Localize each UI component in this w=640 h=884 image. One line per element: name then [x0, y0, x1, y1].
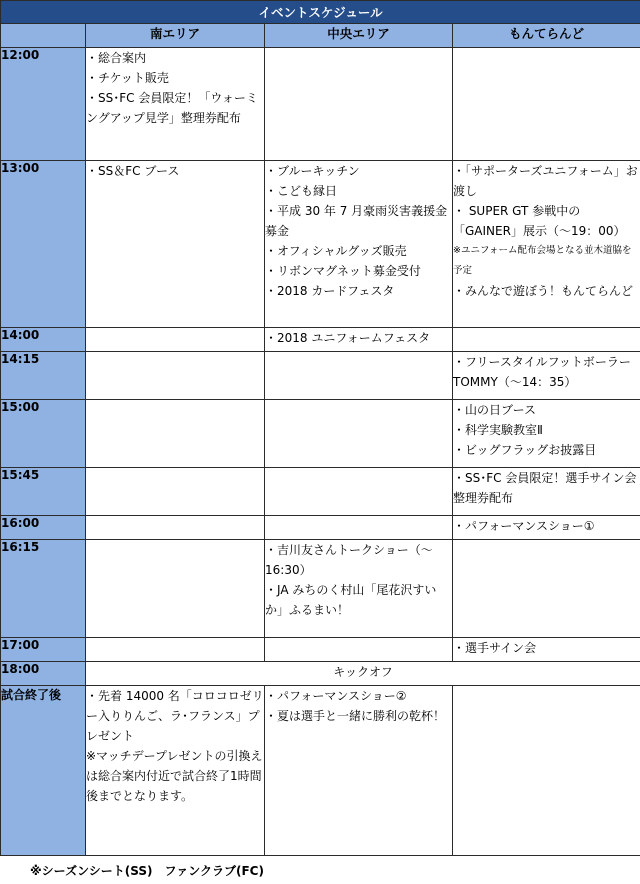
central-cell: [265, 161, 453, 328]
time-cell: 17:00: [1, 638, 86, 662]
kickoff-cell: キックオフ: [86, 662, 640, 686]
list-item: ・ブルーキッチン: [265, 164, 360, 178]
time-cell: 13:00: [1, 161, 86, 328]
monte-cell: [453, 48, 640, 161]
list-item: ・JA みちのく村山「尾花沢すいか」ふるまい！: [265, 583, 437, 617]
table-row: [1, 540, 640, 638]
list-item: ・科学実験教室Ⅱ: [453, 423, 543, 437]
time-cell: 14:15: [1, 352, 86, 400]
list-item: ・夏は選手と一緒に勝利の乾杯！: [265, 709, 446, 723]
footnote: ※シーズンシート(SS) ファンクラブ(FC): [30, 864, 264, 878]
monte-cell: [453, 161, 640, 328]
monte-cell: [453, 638, 640, 662]
header-central-area: 中央エリア: [265, 24, 453, 48]
south-cell: [86, 48, 265, 161]
south-cell: [86, 468, 265, 516]
monte-cell: [453, 328, 640, 352]
monte-cell: [453, 352, 640, 400]
south-cell: [86, 328, 265, 352]
list-item: ・こども縁日: [265, 184, 338, 198]
central-cell: [265, 328, 453, 352]
monte-cell: [453, 468, 640, 516]
table-row: [1, 161, 640, 328]
list-item: ・2018 カードフェスタ: [265, 284, 395, 298]
monte-cell: [453, 516, 640, 540]
time-cell: 12:00: [1, 48, 86, 161]
note-text: ※ユニフォーム配布会場となる並木道脇を予定: [453, 245, 632, 276]
table-row: [1, 468, 640, 516]
list-item: ・平成 30 年 7 月豪雨災害義援金募金: [265, 204, 448, 238]
list-item: ・「サポーターズユニフォーム」お渡し: [453, 164, 638, 198]
south-cell: [86, 400, 265, 468]
list-item: ・総合案内: [86, 51, 147, 65]
list-item: ・ビッグフラッグお披露目: [453, 443, 597, 457]
south-cell: [86, 161, 265, 328]
list-item: ・オフィシャルグッズ販売: [265, 244, 407, 258]
central-cell: [265, 352, 453, 400]
table-row: [1, 638, 640, 662]
central-cell: [265, 400, 453, 468]
south-cell: [86, 638, 265, 662]
time-cell: 15:45: [1, 468, 86, 516]
time-cell: 試合終了後: [1, 686, 86, 856]
table-row: [1, 48, 640, 161]
south-cell: [86, 540, 265, 638]
list-item: ・2018 ユニフォームフェスタ: [265, 331, 431, 345]
header-south-area: 南エリア: [86, 24, 265, 48]
south-cell: [86, 686, 265, 856]
table-row: [1, 516, 640, 540]
time-cell: 16:15: [1, 540, 86, 638]
list-item: ・SS･FC 会員限定！選手サイン会整理券配布: [453, 471, 637, 505]
list-item: ・パフォーマンスショー②: [265, 689, 407, 703]
header-monte-land: もんてらんど: [453, 24, 640, 48]
list-item: ・選手サイン会: [453, 641, 537, 655]
table-row: [1, 328, 640, 352]
time-cell: 16:00: [1, 516, 86, 540]
list-item: ・フリースタイルフットボーラー TOMMY（～14：35）: [453, 355, 631, 389]
table-title: イベントスケジュール: [1, 1, 640, 24]
central-cell: [265, 516, 453, 540]
central-cell: [265, 638, 453, 662]
monte-cell: [453, 686, 640, 856]
time-cell: 18:00: [1, 662, 86, 686]
header-time: [1, 24, 86, 48]
monte-cell: [453, 400, 640, 468]
list-item: ・SS･FC 会員限定！「ウォーミングアップ見学」整理券配布: [86, 91, 258, 125]
list-item: ・吉川友さんトークショー（～16:30）: [265, 543, 433, 577]
list-item: ・リボンマグネット募金受付: [265, 264, 421, 278]
list-item: ・ SUPER GT 参戦中の「GAINER」展示（～19：00）: [453, 204, 626, 238]
central-cell: [265, 540, 453, 638]
list-item: ・チケット販売: [86, 71, 169, 85]
list-item: ※マッチデープレゼントの引換えは総合案内付近で試合終了1時間後までとなります。: [86, 749, 263, 803]
time-cell: 14:00: [1, 328, 86, 352]
table-row: [1, 662, 640, 686]
monte-cell: [453, 540, 640, 638]
south-cell: [86, 352, 265, 400]
list-item: ・先着 14000 名「コロコロゼリー入りりんご、ラ･フランス」プレゼント: [86, 689, 264, 743]
list-item: ・山の日ブース: [453, 403, 537, 417]
list-item: ・SS＆FC ブース: [86, 164, 180, 178]
table-row: [1, 352, 640, 400]
list-item: ・みんなで遊ぼう！もんてらんど: [453, 284, 634, 298]
south-cell: [86, 516, 265, 540]
central-cell: [265, 686, 453, 856]
time-cell: 15:00: [1, 400, 86, 468]
table-row: [1, 400, 640, 468]
central-cell: [265, 48, 453, 161]
central-cell: [265, 468, 453, 516]
list-item: ・パフォーマンスショー①: [453, 519, 595, 533]
table-row: [1, 686, 640, 856]
